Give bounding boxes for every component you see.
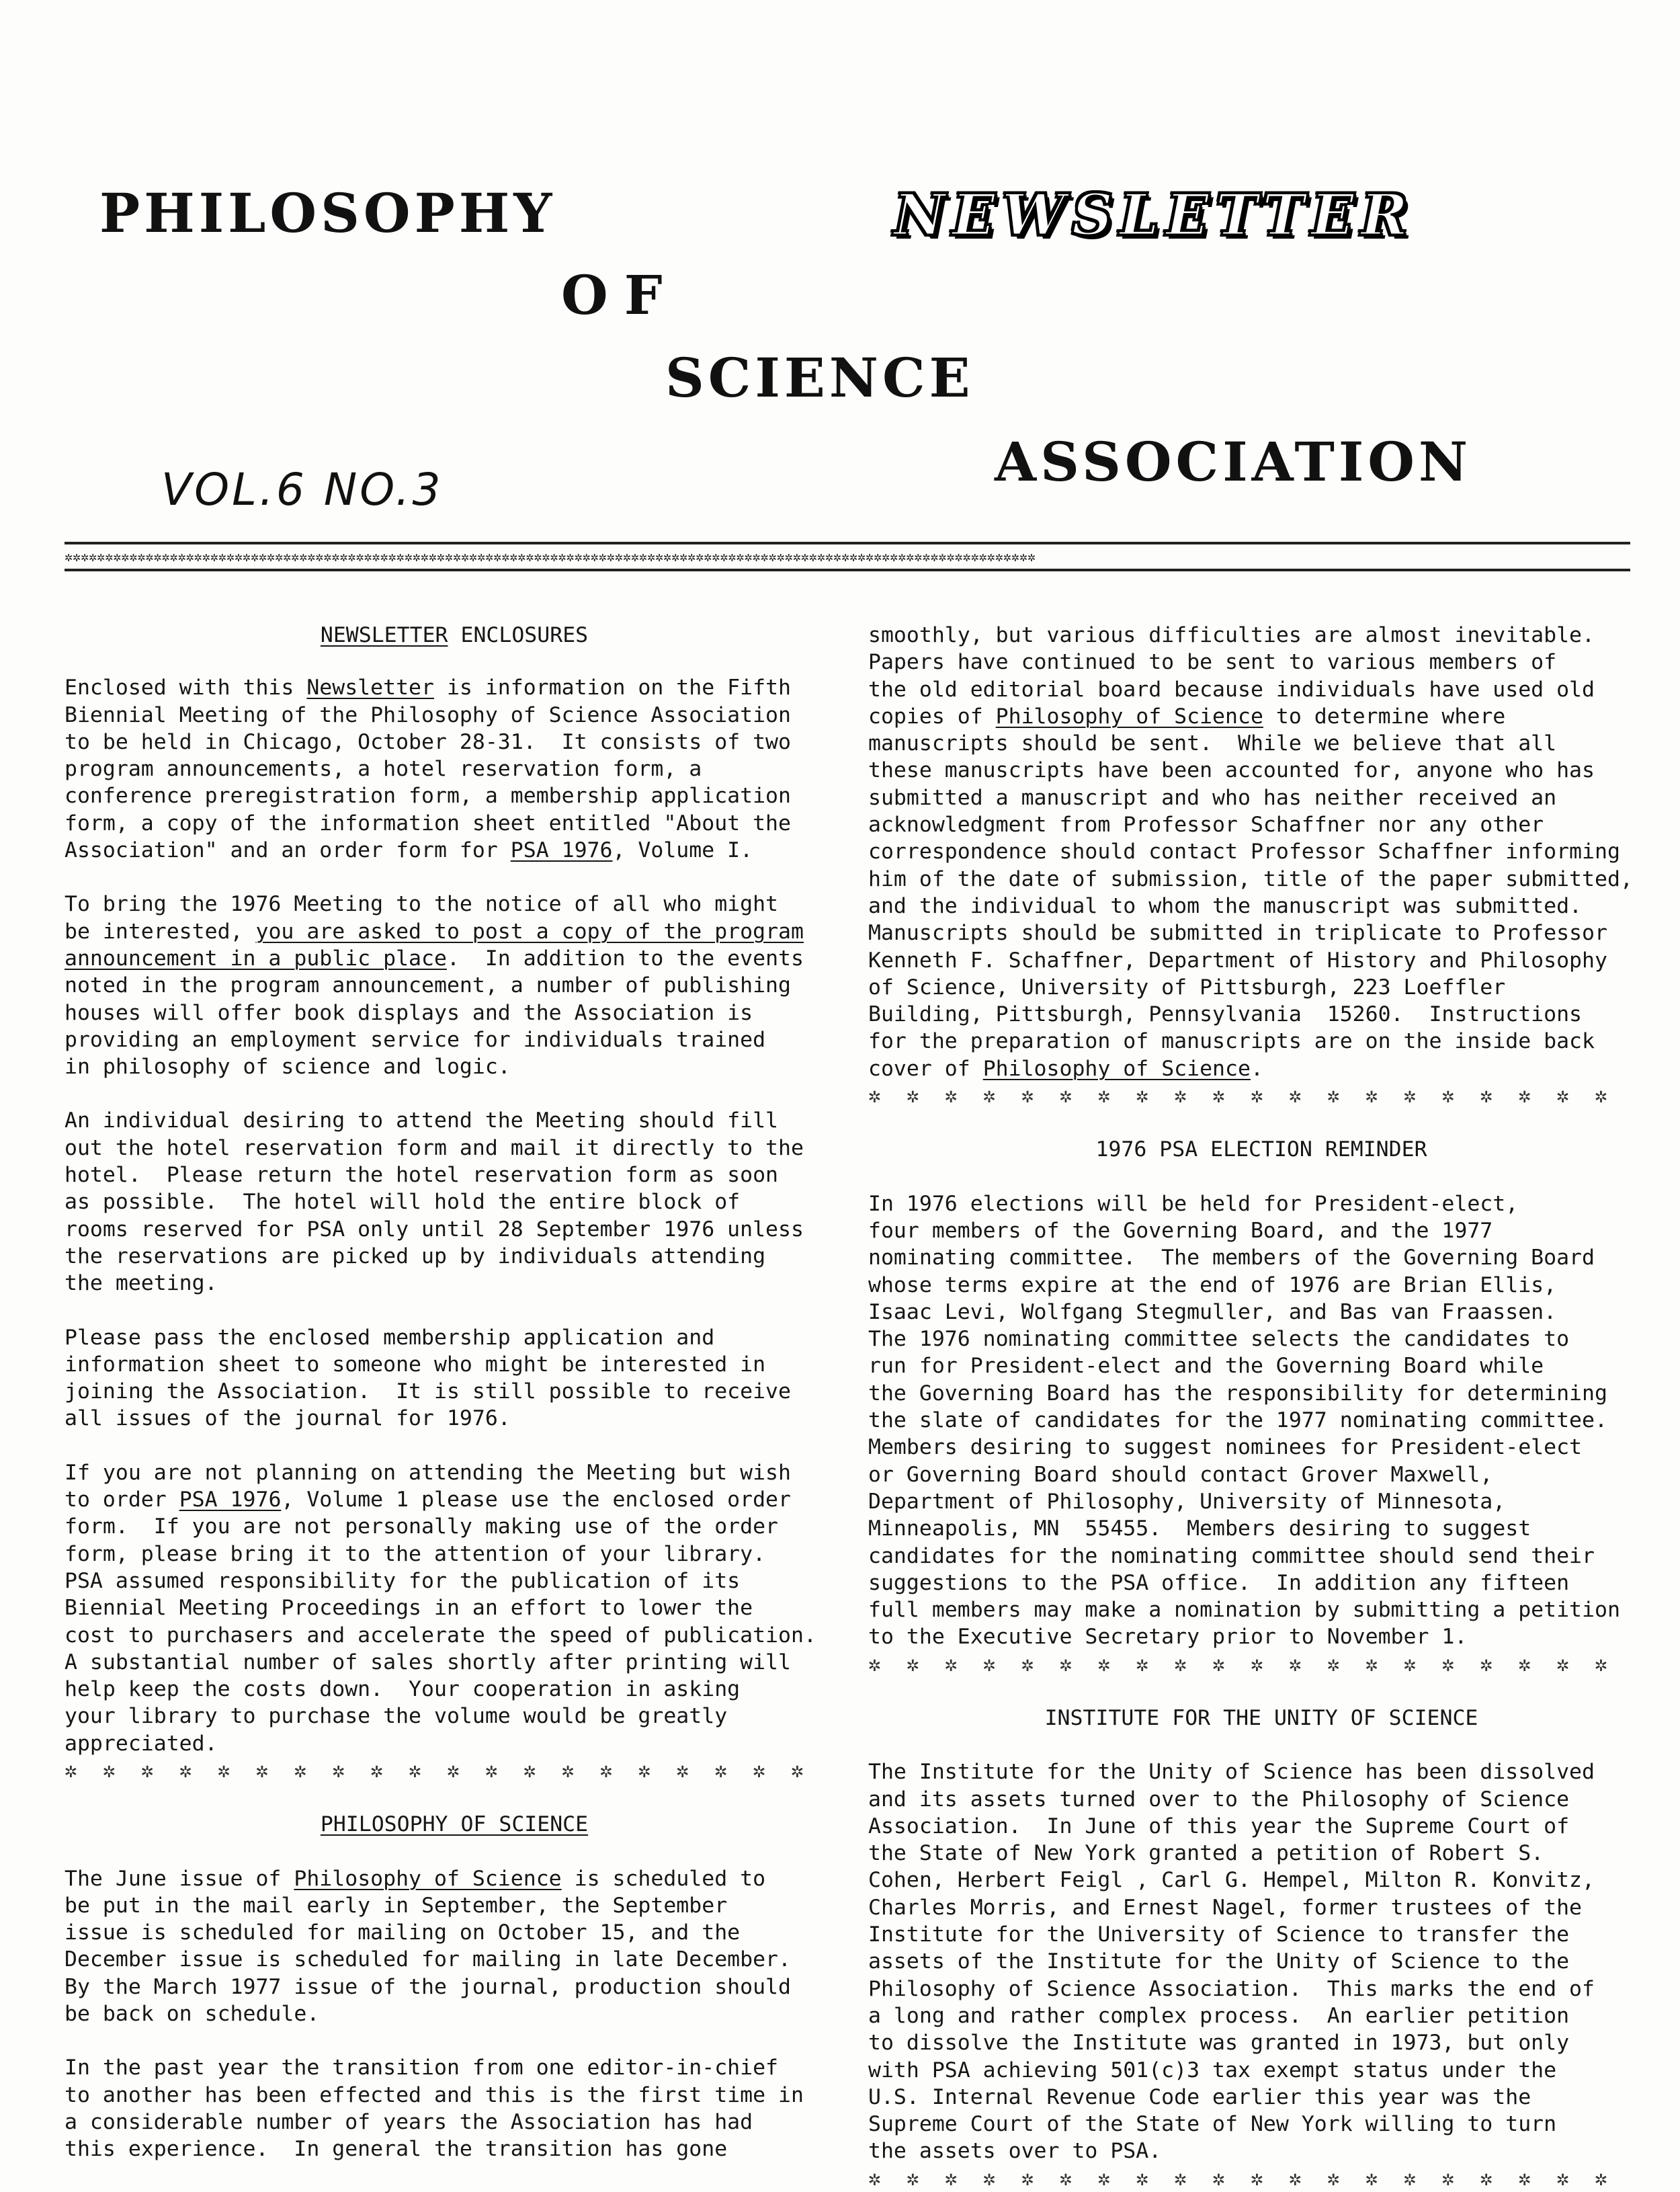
masthead-philosophy: PHILOSOPHY — [99, 181, 556, 245]
paragraph-order-form: If you are not planning on attending the Meeting but wish to order PSA 1976, Volume 1 please use the enclosed order form. If you are not personally making use of the order form, please bring it to the attention of your library. PSA assumed responsibility for the publication of its Biennial Meeting Proceedings in an effort to lower the cost to purchasers and accelerate the speed of publication. A substantial number of sales shortly after printing will help keep the costs down. Your cooperation in asking your library to purchase the volume would be greatly appreciated. — [65, 1460, 816, 1756]
paragraph-membership: Please pass the enclosed membership application and information sheet to someone who might be interested in joining the Association. It is still possible to receive all issues of the journal for 1976. — [65, 1325, 791, 1431]
paragraph-institute: The Institute for the Unity of Science has been dissolved and its assets turned over to the Philosophy of Science Association. In June of this year the Supreme Court of the State of New York granted a petition of Robert S. Cohen, Herbert Feigl , Carl G. Hempel, Milton R. Konvitz, Charles Morris, and Ernest Nagel, former trustees of the Institute for the University of Science to transfer the assets of the Institute for the Unity of Science to the Philosophy of Science Association. This marks the end of a long and rather complex process. An earlier petition to dissolve the Institute was granted in 1973, but only with PSA achieving 501(c)3 tax exempt status under the U.S. Internal Revenue Code earlier this year was the Supreme Court of the State of New York willing to turn the assets over to PSA. — [868, 1760, 1595, 2164]
underlined-title: Philosophy of Science — [294, 1866, 562, 1891]
star-separator: ✲ ✲ ✲ ✲ ✲ ✲ ✲ ✲ ✲ ✲ ✲ ✲ ✲ ✲ ✲ ✲ ✲ ✲ ✲ ✲ — [868, 2166, 1607, 2191]
paragraph-election: In 1976 elections will be held for President-elect, four members of the Governing Board, and the 1977 nominating committee. The members of the Governing Board whose terms expire at the end of 1976 are Brian Ellis, Isaac Levi, Wolfgang Stegmuller, and Bas van Fraassen. The 1976 nominating committee selects the candidates to run for President-elect and the Governing Board while the Governing Board has the responsibility for determining the slate of candidates for the 1977 nominating committee. Members desiring to suggest nominees for President-elect or Governing Board should contact Grover Maxwell, Department of Philosophy, University of Minnesota, Minneapolis, MN 55455. Members desiring to suggest candidates for the nominating committee should send their suggestions to the PSA office. In addition any fifteen full members may make a nomination by submitting a petition to the Executive Secretary prior to November 1. — [868, 1191, 1620, 1650]
masthead-science: SCIENCE — [665, 346, 974, 409]
underlined-title: Philosophy of Science — [982, 1056, 1251, 1081]
paragraph-journal-schedule: The June issue of Philosophy of Science is scheduled to be put in the mail early in September, the September issue is scheduled for mailing on October 15, and the December issue is scheduled for mailing in late December. By the March 1977 issue of the journal, production should be back on schedule. — [65, 1866, 791, 2027]
masthead-of: OF — [561, 263, 679, 327]
divider-star-band: ✲✲✲✲✲✲✲✲✲✲✲✲✲✲✲✲✲✲✲✲✲✲✲✲✲✲✲✲✲✲✲✲✲✲✲✲✲✲✲✲✲✲✲✲✲✲✲✲✲✲✲✲✲✲✲✲✲✲✲✲✲✲✲✲✲✲✲✲✲✲✲✲✲✲✲✲✲✲✲✲✲✲✲✲✲✲✲✲✲✲✲✲✲✲✲✲✲✲✲✲✲✲✲✲✲✲✲✲✲✲✲✲✲✲✲✲✲✲✲✲ — [65, 549, 1036, 565]
section-heading-philosophy-of-science: PHILOSOPHY OF SCIENCE — [320, 1812, 589, 1837]
star-separator: ✲ ✲ ✲ ✲ ✲ ✲ ✲ ✲ ✲ ✲ ✲ ✲ ✲ ✲ ✲ ✲ ✲ ✲ ✲ ✲ — [868, 1084, 1607, 1108]
volume-number: VOL.6 NO.3 — [161, 464, 444, 516]
section-heading-enclosures: NEWSLETTER ENCLOSURES — [320, 623, 589, 647]
left-column — [65, 622, 844, 2163]
section-heading-unity-of-science: INSTITUTE FOR THE UNITY OF SCIENCE — [1044, 1705, 1478, 1730]
masthead-newsletter-wordmark: NEWSLETTER — [894, 181, 1415, 248]
paragraph-editor-transition-cont: smoothly, but various difficulties are almost inevitable. Papers have continued to be sent to various members of the old editorial board because individuals have used old copies of Philosophy of Science to determine where manuscripts should be sent. While we believe that all these manuscripts have been accounted for, anyone who has submitted a manuscript and who has neither received an acknowledgment from Professor Schaffner nor any other correspondence should contact Professor Schaffner informing him of the date of submission, title of the paper submitted, and the individual to whom the manuscript was submitted. Manuscripts should be submitted in triplicate to Professor Kenneth F. Schaffner, Department of History and Philosophy of Science, University of Pittsburgh, 223 Loeffler Building, Pittsburgh, Pennsylvania 15260. Instructions for the preparation of manuscripts are on the inside back cover of Philosophy of Science. — [868, 623, 1633, 1081]
underlined-title: announcement in a public place — [65, 946, 447, 971]
paragraph-editor-transition: In the past year the transition from one editor-in-chief to another has been effected and this is the first time in a considerable number of years the Association has had this experience. In general the transition has gone — [65, 2056, 804, 2162]
paragraph-hotel: An individual desiring to attend the Meeting should fill out the hotel reservation form and mail it directly to the hotel. Please return the hotel reservation form as soon as possible. The hotel will hold the entire block of rooms reserved for PSA only until 28 September 1976 unless the reservations are picked up by individuals attending the meeting. — [65, 1108, 804, 1296]
underlined-title: PSA 1976 — [179, 1488, 282, 1512]
divider-top-rule — [65, 542, 1630, 544]
underlined-title: you are asked to post a copy of the program — [255, 919, 804, 944]
underlined-title: Philosophy of Science — [995, 704, 1263, 729]
paragraph-enclosures-2: To bring the 1976 Meeting to the notice of all who might be interested, you are asked to post a copy of the program announcement in a public place. In addition to the events noted in the program announcement, a number of publishing houses will offer book displays and the Association is providing an employment service for individuals trained in philosophy of science and logic. — [65, 892, 804, 1080]
paragraph-enclosures-1: Enclosed with this Newsletter is information on the Fifth Biennial Meeting of the Philosophy of Science Association to be held in Chicago, October 28-31. It consists of two program announcements, a hotel reservation form, a conference preregistration form, a membership application form, a copy of the information sheet entitled "About the Association" and an order form for PSA 1976, Volume I. — [65, 676, 791, 863]
star-separator: ✲ ✲ ✲ ✲ ✲ ✲ ✲ ✲ ✲ ✲ ✲ ✲ ✲ ✲ ✲ ✲ ✲ ✲ ✲ ✲ — [868, 1652, 1607, 1676]
underlined-title: PSA 1976 — [510, 838, 613, 863]
section-heading-election-reminder: 1976 PSA ELECTION REMINDER — [1095, 1137, 1427, 1162]
star-separator: ✲ ✲ ✲ ✲ ✲ ✲ ✲ ✲ ✲ ✲ ✲ ✲ ✲ ✲ ✲ ✲ ✲ ✲ ✲ ✲ — [65, 1758, 804, 1783]
underlined-title: Newsletter — [306, 676, 434, 700]
divider-bottom-rule — [65, 569, 1630, 571]
right-column — [868, 622, 1654, 2192]
masthead-association: ASSOCIATION — [995, 430, 1472, 493]
